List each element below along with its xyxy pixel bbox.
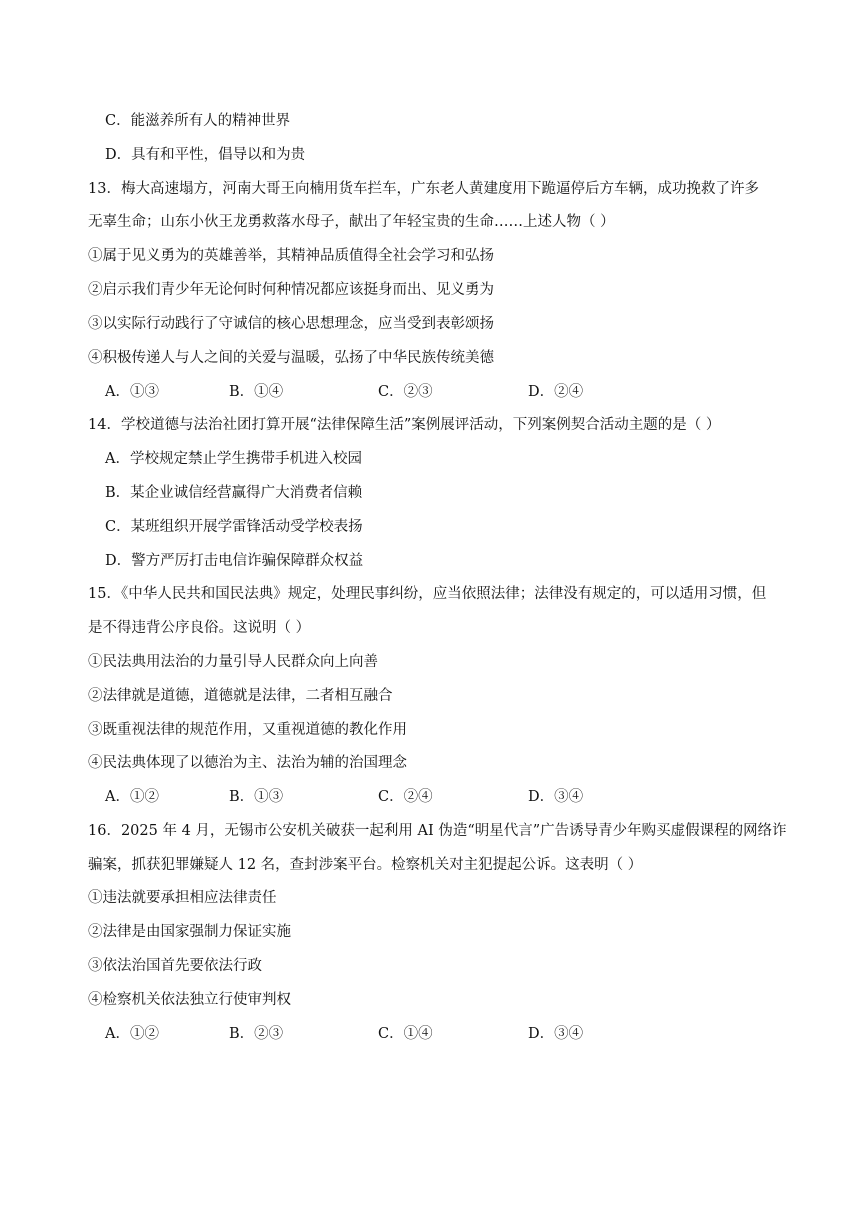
q14-option-a: A．学校规定禁止学生携带手机进入校园	[105, 451, 362, 467]
q13-item-4: ④积极传递人与人之间的关爱与温暖，弘扬了中华民族传统美德	[88, 350, 494, 366]
q16-stem-line1: 16．2025 年 4 月，无锡市公安机关破获一起利用 AI 伪造“明星代言”广告诱导青少年购买虚假课程的网络诈	[88, 823, 787, 839]
q15-stem-line1: 15．《中华人民共和国民法典》规定，处理民事纠纷，应当依照法律；法律没有规定的，可以适用习惯，但	[88, 586, 767, 602]
q16-choice-c: C．①④	[378, 1026, 433, 1042]
q16-item-3: ③依法治国首先要依法行政	[88, 958, 262, 974]
q13-stem-line2: 无辜生命；山东小伙王龙勇救落水母子，献出了年轻宝贵的生命……上述人物（ ）	[88, 214, 615, 230]
q13-choice-d: D．②④	[528, 384, 584, 400]
q16-choice-d: D．③④	[528, 1026, 584, 1042]
q15-stem-line2: 是不得违背公序良俗。这说明（ ）	[88, 620, 311, 636]
q13-item-3: ③以实际行动践行了守诚信的核心思想理念，应当受到表彰颂扬	[88, 316, 494, 332]
q13-choice-c: C．②③	[378, 384, 433, 400]
q14-option-d: D．警方严厉打击电信诈骗保障群众权益	[105, 553, 364, 569]
q15-choice-b: B．①③	[229, 789, 284, 805]
q16-item-1: ①违法就要承担相应法律责任	[88, 890, 277, 906]
q15-item-3: ③既重视法律的规范作用，又重视道德的教化作用	[88, 722, 407, 738]
q13-choice-b: B．①④	[229, 384, 284, 400]
q16-choice-b: B．②③	[229, 1026, 284, 1042]
q14-option-c: C．某班组织开展学雷锋活动受学校表扬	[105, 519, 363, 535]
q16-item-2: ②法律是由国家强制力保证实施	[88, 924, 291, 940]
q15-item-4: ④民法典体现了以德治为主、法治为辅的治国理念	[88, 755, 407, 771]
q13-item-2: ②启示我们青少年无论何时何种情况都应该挺身而出、见义勇为	[88, 282, 494, 298]
q16-stem-line2: 骗案，抓获犯罪嫌疑人 12 名，查封涉案平台。检察机关对主犯提起公诉。这表明（ ）	[88, 857, 643, 873]
q15-item-1: ①民法典用法治的力量引导人民群众向上向善	[88, 654, 378, 670]
q12-option-c: C．能滋养所有人的精神世界	[105, 113, 291, 129]
q13-item-1: ①属于见义勇为的英雄善举，其精神品质值得全社会学习和弘扬	[88, 248, 494, 264]
q13-choice-a: A．①③	[105, 384, 159, 400]
q14-option-b: B．某企业诚信经营赢得广大消费者信赖	[105, 485, 363, 501]
q13-stem-line1: 13．梅大高速塌方，河南大哥王向楠用货车拦车，广东老人黄建度用下跪逼停后方车辆，成功挽救了许多	[88, 181, 759, 197]
q12-option-d: D．具有和平性，倡导以和为贵	[105, 147, 306, 163]
q15-choice-c: C．②④	[378, 789, 433, 805]
q16-choice-a: A．①②	[105, 1026, 159, 1042]
q14-stem: 14．学校道德与法治社团打算开展“法律保障生活”案例展评活动，下列案例契合活动主题的是（ ）	[88, 417, 721, 433]
q15-choice-a: A．①②	[105, 789, 159, 805]
q15-item-2: ②法律就是道德，道德就是法律，二者相互融合	[88, 688, 393, 704]
q15-choice-d: D．③④	[528, 789, 584, 805]
q16-item-4: ④检察机关依法独立行使审判权	[88, 992, 291, 1008]
